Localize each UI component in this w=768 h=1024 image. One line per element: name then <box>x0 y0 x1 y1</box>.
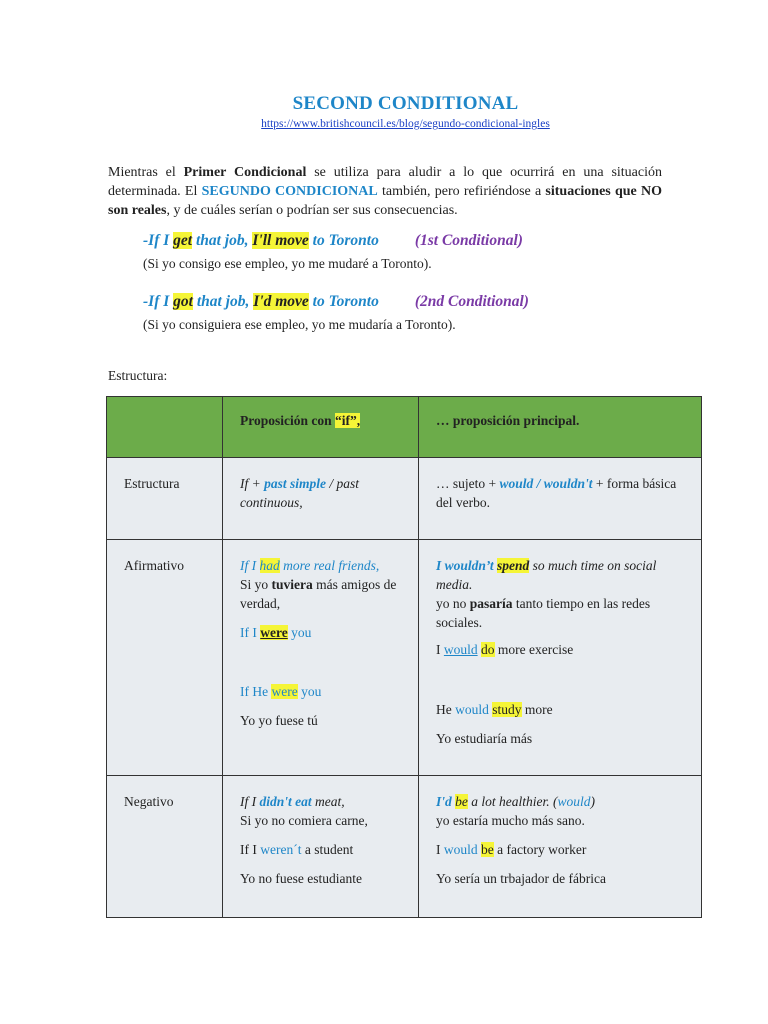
cell-text: If I <box>240 558 260 573</box>
cell-line: Yo sería un trbajador de fábrica <box>436 871 606 886</box>
table-row <box>107 458 702 540</box>
cell-text: past simple <box>264 476 326 491</box>
cell-text: ) <box>590 794 596 809</box>
cell-text: you <box>297 684 322 699</box>
cell-line <box>436 640 691 659</box>
cell-highlight: study <box>492 702 522 717</box>
example-highlight: I'll move <box>252 232 309 249</box>
cell-line <box>436 700 691 719</box>
table-cell <box>223 458 419 540</box>
cell-text: If He <box>240 684 272 699</box>
example-text: -If I <box>143 232 174 249</box>
cell-text: would <box>557 794 591 809</box>
cell-text: a factory worker <box>493 842 587 857</box>
table-cell <box>223 776 419 918</box>
row-label: Estructura <box>124 476 180 491</box>
cell-line <box>436 594 691 632</box>
cell-line: Si yo no comiera carne, <box>240 813 368 828</box>
example-tag: (2nd Conditional) <box>414 293 529 310</box>
table-row <box>107 776 702 918</box>
intro-text: , y de cuáles serían o podrían ser sus consecuencias. <box>166 203 458 218</box>
table-header-row <box>107 397 702 458</box>
example-translation: (Si yo consigo ese empleo, yo me mudaré a Toronto). <box>143 256 432 271</box>
example-highlight: I'd move <box>253 293 309 310</box>
cell-text: you <box>287 625 312 640</box>
intro-text: también, pero refiriéndose a <box>377 184 546 199</box>
cell-text: pasaría <box>469 596 513 611</box>
example-second-conditional <box>143 293 529 311</box>
table-header-cell <box>107 397 223 458</box>
cell-text: más amigos de verdad, <box>240 577 397 611</box>
document-title: SECOND CONDITIONAL <box>292 93 519 114</box>
intro-text: se utiliza para aludir a lo que ocurrirá en una situación determinada. El <box>108 165 662 199</box>
example-first-conditional <box>143 232 523 250</box>
cell-highlight: do <box>481 642 495 657</box>
cell-highlight: be <box>455 794 468 809</box>
cell-highlight: had <box>259 558 280 573</box>
cell-text: I'd <box>436 794 456 809</box>
cell-highlight: spend <box>497 558 530 573</box>
table-header-cell <box>223 397 419 458</box>
example-text: -If I <box>143 293 174 310</box>
cell-highlight: were <box>271 684 298 699</box>
cell-line <box>240 792 408 811</box>
cell-text: I wouldn’t <box>436 558 498 573</box>
cell-text: so much time on social media. <box>436 558 657 592</box>
cell-text: If I <box>240 625 261 640</box>
cell-text: weren´t <box>260 842 302 857</box>
cell-line: Yo yo fuese tú <box>240 713 318 728</box>
cell-text: didn't eat <box>259 794 312 809</box>
cell-text: If I <box>240 842 261 857</box>
example-highlight: got <box>173 293 193 310</box>
intro-paragraph <box>108 163 662 220</box>
cell-text: more exercise <box>494 642 574 657</box>
table-cell <box>419 776 702 918</box>
intro-text: Mientras el <box>108 165 184 180</box>
cell-text: I <box>436 642 444 657</box>
table-cell <box>419 540 702 776</box>
example-translation: (Si yo consiguiera ese empleo, yo me mudaría a Toronto). <box>143 317 456 332</box>
table-row <box>107 540 702 776</box>
intro-bold-primer: Primer Condicional <box>183 165 307 180</box>
cell-text: tanto tiempo en las redes sociales. <box>436 596 651 630</box>
row-label: Negativo <box>124 794 174 809</box>
cell-text: a student <box>301 842 354 857</box>
cell-highlight: were <box>260 625 288 640</box>
cell-text: If + <box>240 476 265 491</box>
cell-text: would <box>455 702 489 717</box>
cell-text: more real friends, <box>279 558 380 573</box>
cell-line: Yo estudiaría más <box>436 731 533 746</box>
table-cell <box>107 540 223 776</box>
cell-text: would / wouldn't <box>499 476 593 491</box>
cell-text: He <box>436 702 456 717</box>
example-text: to Toronto <box>308 293 379 310</box>
cell-text: a lot healthier. ( <box>467 794 558 809</box>
example-tag: (1st Conditional) <box>414 232 523 249</box>
grammar-table <box>106 396 702 918</box>
cell-text: would <box>443 842 478 857</box>
cell-line <box>436 840 691 859</box>
cell-highlight: be <box>481 842 494 857</box>
cell-text: yo no <box>436 596 470 611</box>
example-text: to Toronto <box>308 232 379 249</box>
example-highlight: get <box>173 232 193 249</box>
cell-line <box>240 556 408 575</box>
table-header-cell <box>419 397 702 458</box>
example-text: that job, <box>192 232 253 249</box>
cell-text: Si yo <box>240 577 272 592</box>
cell-text: tuviera <box>271 577 313 592</box>
cell-text: meat, <box>311 794 345 809</box>
cell-text: / past continuous, <box>240 476 360 510</box>
cell-line <box>436 792 691 811</box>
cell-text: more <box>521 702 553 717</box>
estructura-label: Estructura: <box>108 368 168 383</box>
cell-text: would <box>443 642 478 657</box>
table-cell <box>107 776 223 918</box>
intro-bold-situaciones: situaciones que NO son reales <box>108 184 662 218</box>
cell-line: Yo no fuese estudiante <box>240 871 362 886</box>
header-highlight: “if”, <box>335 413 361 428</box>
table-cell <box>223 540 419 776</box>
header-text: Proposición con <box>240 413 336 428</box>
row-label: Afirmativo <box>124 558 184 573</box>
table-cell <box>419 458 702 540</box>
source-link[interactable]: https://www.britishcouncil.es/blog/segundo-condicional-ingles <box>261 118 550 130</box>
table-cell <box>107 458 223 540</box>
cell-line <box>240 840 408 859</box>
cell-text: If I <box>240 794 260 809</box>
cell-line: yo estaría mucho más sano. <box>436 813 585 828</box>
intro-bold-segundo: SEGUNDO CONDICIONAL <box>201 184 378 199</box>
cell-text: I <box>436 842 444 857</box>
cell-text: … sujeto + <box>436 476 500 491</box>
cell-text: + forma básica del verbo. <box>436 476 677 510</box>
example-text: that job, <box>192 293 254 310</box>
header-text: … proposición principal. <box>436 413 580 428</box>
cell-line <box>436 556 691 594</box>
cell-line <box>240 575 408 613</box>
cell-line <box>240 682 408 701</box>
cell-line <box>240 623 408 642</box>
